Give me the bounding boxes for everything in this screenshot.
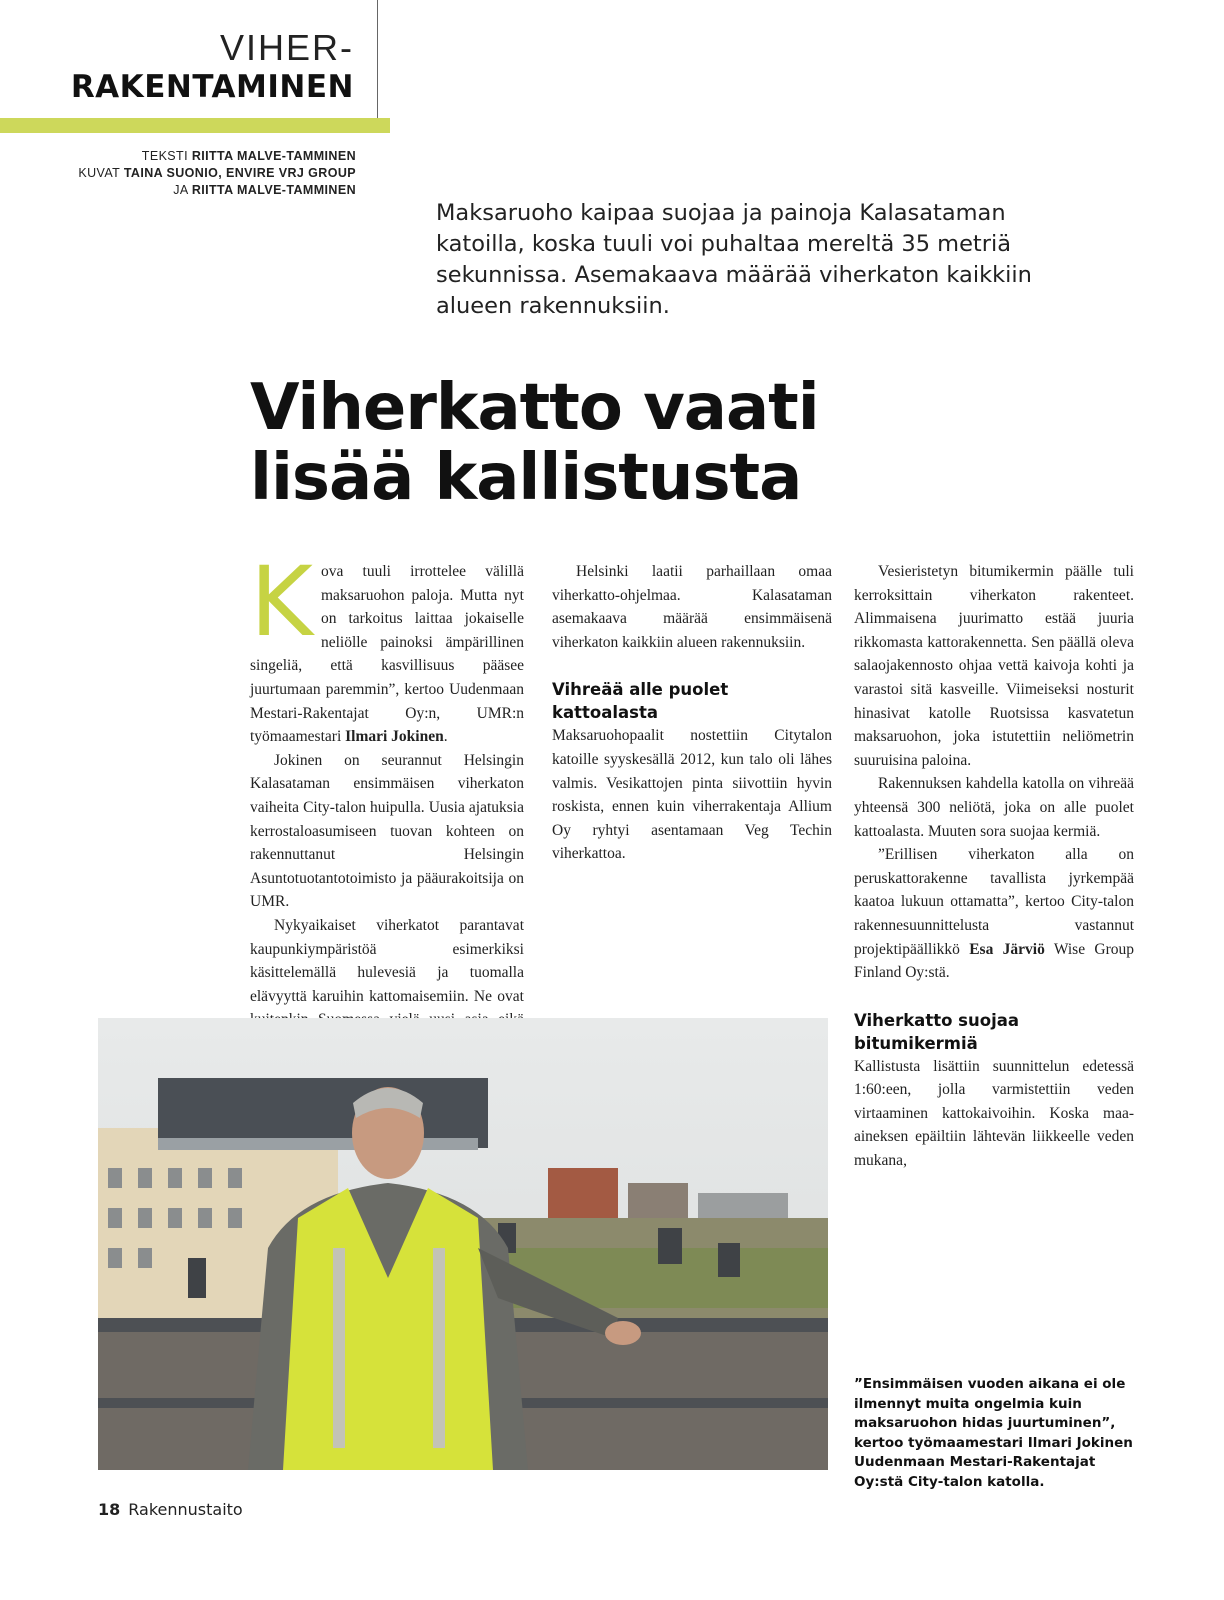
body-paragraph: Jokinen on seurannut Helsingin Kalasataman ensimmäisen viherkaton vaiheita City-talon huipulla. Uusia ajatuksia kerrostaloasumiseen tuovan kohteen on rakennuttanut Helsingin Asuntotuotantotoimisto ja pääurakoitsija on UMR. bbox=[250, 751, 524, 911]
photos-label: KUVAT bbox=[78, 166, 120, 180]
paragraph-text: Wise Group Finland Oy:stä. bbox=[854, 940, 1134, 982]
lead-paragraph: Maksaruoho kaipaa suojaa ja painoja Kalasataman katoilla, koska tuuli voi puhaltaa mereltä 35 metriä sekunnissa. Asemakaava määrää viherkaton kaikkiin alueen rakennuksiin. bbox=[436, 200, 1032, 319]
body-paragraph: Rakennuksen kahdella katolla on vihreää yhteensä 300 neliötä, joka on alle puolet kattoalasta. Muuten sora suojaa kermiä. bbox=[854, 775, 1134, 840]
subheading: Viherkatto suojaa bitumikermiä bbox=[854, 1010, 1019, 1053]
photos-authors: TAINA SUONIO, ENVIRE VRJ GROUP bbox=[123, 166, 356, 180]
person-name: Esa Järviö bbox=[969, 940, 1045, 958]
article-photo bbox=[98, 1018, 828, 1470]
page-number: 18 bbox=[98, 1500, 121, 1519]
header-divider bbox=[377, 0, 378, 118]
section-title-line2: RAKENTAMINEN bbox=[70, 69, 354, 105]
and-label: JA bbox=[173, 183, 188, 197]
body-paragraph: Kallistusta lisättiin suunnittelun edetessä 1:60:een, jolla varmistettiin veden virtaaminen kattokaivoihin. Koska maa-aineksen epäiltiin lähtevän liikkeelle veden mukana, bbox=[854, 1057, 1134, 1170]
accent-bar bbox=[0, 118, 390, 133]
paragraph-text: ”Erillisen viherkaton alla on peruskattorakenne tavallista jyrkempää kaatoa lukuun ottamatta”, kertoo City-talon rakennesuunnittelusta vastannut projektipäällikkö bbox=[854, 846, 1134, 958]
body-paragraph: Nykyaikaiset viherkatot parantavat kaupunkiympäristöä esimerkiksi käsittelemällä hulevesiä ja tuomalla elävyyttä karuihin kattomaisemiin. Ne ovat bbox=[250, 916, 524, 1005]
text-author: RIITTA MALVE-TAMMINEN bbox=[191, 149, 356, 163]
article-headline bbox=[250, 373, 1050, 513]
body-column-3 bbox=[854, 560, 1134, 1173]
paragraph-text: . bbox=[443, 728, 448, 746]
person-name: Ilmari Jokinen bbox=[345, 728, 444, 746]
headline-line1: Viherkatto vaati bbox=[250, 371, 819, 445]
body-paragraph: Helsinki laatii parhaillaan omaa viherkatto-ohjelmaa. Kalasataman asemakaava määrää ensimmäisenä viherkaton kaikkiin alueen rakennuksiin. bbox=[552, 563, 832, 651]
body-paragraph: Vesieristetyn bitumikermin päälle tuli kerroksittain viherkaton rakenteet. Alimmaisena juurimatto estää juuria rikkomasta kattorakennetta. Sen päällä oleva salaojakennosto ohjaa vettä kaivoja kohti ja varastoi sitä kasveille. Viimeiseksi nosturit hinasivat katolle Ruotsissa kasvatetun maksaruohon, joka istutettiin neliömetrin suuruisina paloina. bbox=[854, 563, 1134, 769]
body-paragraph: Maksaruohopaalit nostettiin Citytalon katoille syyskesällä 2012, kun talo oli lähes valmis. Vesikattojen pinta siivottiin hyvin roskista, ennen kuin viherrakentaja Allium Oy ryhtyi asentamaan Veg Techin viherkattoa. bbox=[552, 727, 832, 863]
subheading: Vihreää alle puolet kattoalasta bbox=[552, 680, 729, 723]
body-column-2 bbox=[552, 560, 832, 866]
text-label: TEKSTI bbox=[141, 149, 188, 163]
photo-caption: ”Ensimmäisen vuoden aikana ei ole ilmennyt muita ongelmia kuin maksaruohon hidas juurtuminen”, kertoo työmaamestari Ilmari Jokinen Uudenmaan Mestari-Rakentajat Oy:stä City-talon katolla. bbox=[854, 1376, 1133, 1490]
magazine-name: Rakennustaito bbox=[128, 1500, 243, 1519]
body-paragraph bbox=[250, 546, 524, 749]
page-footer bbox=[98, 1500, 243, 1519]
paragraph-text: ova tuuli irrottelee välillä maksaruohon paloja. Mutta nyt on tarkoitus laittaa jokaiselle neliölle painoksi ämpärillinen singeliä, että kasvillisuus pääsee juurtumaan paremmin”, kertoo Uudenmaan Mestari-Rakentajat Oy:n, UMR:n työmaamestari bbox=[250, 563, 524, 746]
section-title-line1: VIHER- bbox=[219, 27, 354, 68]
section-header bbox=[0, 0, 372, 134]
headline-line2: lisää kallistusta bbox=[250, 441, 802, 515]
body-paragraph bbox=[854, 843, 1134, 985]
photos-author2: RIITTA MALVE-TAMMINEN bbox=[191, 183, 356, 197]
drop-cap: K bbox=[250, 546, 313, 658]
article-credits bbox=[78, 148, 356, 199]
